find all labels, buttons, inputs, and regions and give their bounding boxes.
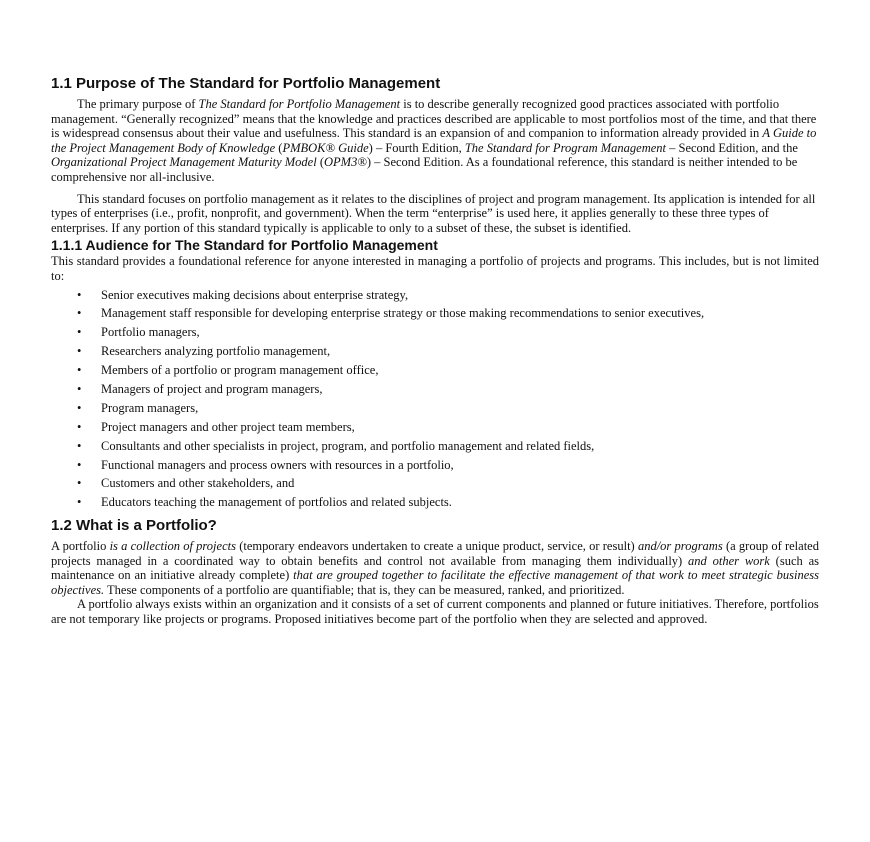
bullet-icon: • [77,476,82,491]
list-item: • Consultants and other specialists in project, program, and portfolio management and related fields, [77,438,595,453]
list-item: • Management staff responsible for developing enterprise strategy or those making recommendations to senior executives, [77,306,705,321]
bullet-icon: • [77,344,82,359]
list-item: • Members of a portfolio or program management office, [77,363,379,378]
text-run: – Second Edition, and the [666,140,798,155]
purpose-paragraph [51,97,819,185]
section-1-1-1-heading: 1.1.1 Audience for The Standard for Portfolio Management [51,237,438,254]
bullet-icon: • [77,495,82,510]
list-item: • Program managers, [77,400,199,415]
bullet-icon: • [77,400,82,415]
italic-title: Organizational Project Management Maturity Model [51,155,317,170]
list-item: • Researchers analyzing portfolio management, [77,344,331,359]
document-page [51,74,819,626]
bullet-icon: • [77,457,82,472]
italic-title: The Standard for Portfolio Management [198,97,401,111]
list-item: • Customers and other stakeholders, and [77,476,295,491]
italic-title: OPM3® [324,155,367,170]
text-run: is to describe generally recognized good practices associated with portfolio management. “Generally recognized” means that the knowledge and practices described are applicable to most portfolios most of the time, and that there is widespread consensus about their value and usefulness. This standard is an expansion of and companion to information already provided in [51,97,817,141]
text-run: ( [275,140,283,155]
section-1-2-heading: 1.2 What is a Portfolio? [51,516,217,534]
bullet-icon: • [77,381,82,396]
bullet-icon: • [77,287,82,302]
portfolio-existence-paragraph: A portfolio always exists within an organization and it consists of a set of current components and planned or future initiatives. Therefore, portfolios are not temporary like projects or programs. Proposed initiatives become part of the portfolio when they are selected and approved. [51,597,819,626]
italic-title: PMBOK® Guide [282,140,369,155]
list-item: • Managers of project and program managers, [77,381,323,396]
focus-paragraph: This standard focuses on portfolio management as it relates to the disciplines of project and program management. Its application is intended for all types of enterprises (i.e., profit, nonprofit, and government). When the term “enterprise” is used here, it applies generally to these three types of enterprises. If any portion of this standard typically is applicable to only to a subset of these, the subset is identified. [51,191,816,235]
text-run: ( [316,155,324,170]
bullet-icon: • [77,419,82,434]
italic-title: A Guide to the Project Management Body of Knowledge [51,126,817,155]
italic-phrase: and other work [688,553,770,568]
text-run: (a group of related projects managed in a coordinated way to obtain benefits and control not available from managing them individually) [51,538,819,568]
list-item: • Educators teaching the management of portfolios and related subjects. [77,495,452,510]
italic-title: The Standard for Program Management [464,140,666,155]
list-item: • Functional managers and process owners with resources in a portfolio, [77,457,454,472]
italic-phrase: and/or programs [637,538,723,553]
list-item: • Portfolio managers, [77,325,200,340]
italic-phrase: that are grouped together to facilitate the effective management of that work to meet strategic business objectives. [51,568,819,597]
section-1-1-heading: 1.1 Purpose of The Standard for Portfolio Management [51,75,441,92]
bullet-icon: • [77,363,82,378]
list-item: • Senior executives making decisions about enterprise strategy, [77,287,409,302]
list-item: • Project managers and other project team members, [77,419,355,434]
text-run: (such as maintenance on an initiative already complete) [51,553,819,583]
audience-list [51,288,819,510]
audience-intro: This standard provides a foundational reference for anyone interested in managing a portfolio of projects and programs. This includes, but is not limited to: [51,254,819,283]
text-run: (temporary endeavors undertaken to create a unique product, service, or result) [235,538,638,553]
text-run: The primary purpose of [77,97,199,111]
portfolio-definition-paragraph [51,539,819,597]
bullet-icon: • [77,325,82,340]
bullet-icon: • [77,306,82,321]
text-run: ) – Second Edition. As a foundational reference, this standard is neither intended to be comprehensive nor all-inclusive. [51,155,798,184]
text-run: A portfolio [51,538,110,553]
text-run: These components of a portfolio are quantifiable; that is, they can be measured, ranked, and prioritized. [104,582,625,597]
italic-phrase: is a collection of projects [109,538,236,553]
bullet-icon: • [77,438,82,453]
text-run: ) – Fourth Edition, [368,140,465,155]
